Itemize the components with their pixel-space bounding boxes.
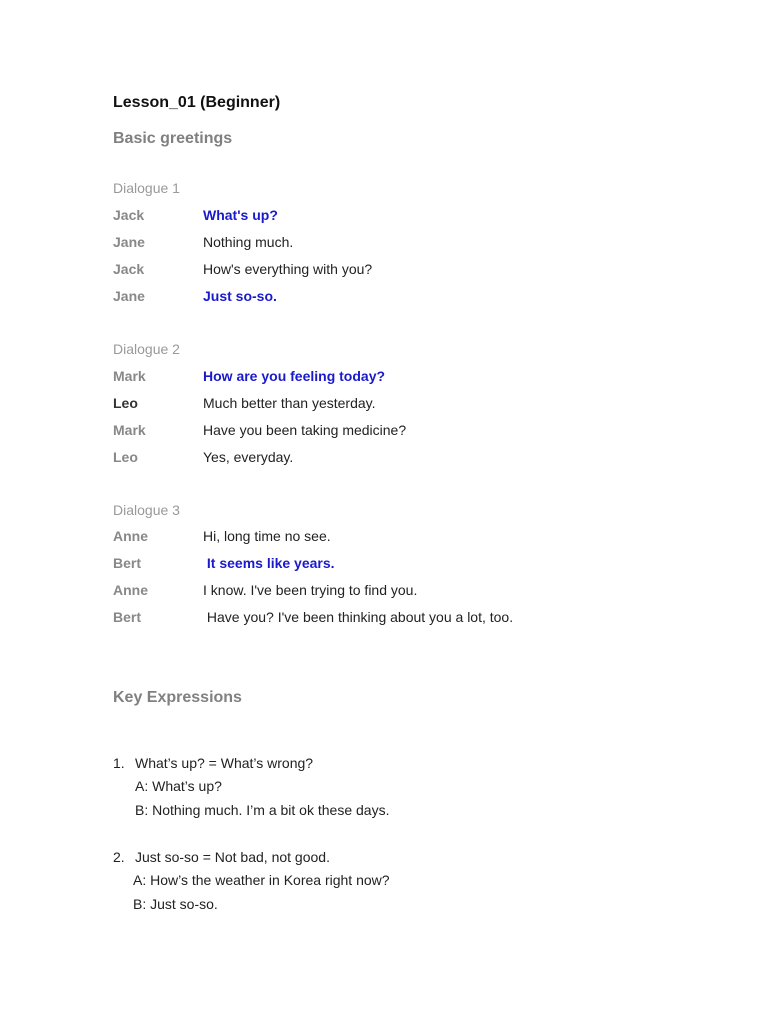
speaker-name: Jane [113,288,145,304]
dialogue-line [113,528,673,548]
speaker-name: Bert [113,555,142,571]
utterance: How's everything with you? [203,261,373,277]
speaker-name: Mark [113,422,146,438]
key-expressions-heading: Key Expressions [113,689,242,706]
utterance-highlight: What's up? [203,207,278,223]
expression-example: A: What’s up? [135,778,222,794]
speaker-name: Leo [113,449,138,465]
expression-text: What’s up? = What’s wrong? [135,755,314,771]
dialogue-label: Dialogue 1 [113,180,180,196]
dialogue-line [113,582,673,602]
expression-text: Just so-so = Not bad, not good. [135,849,330,865]
speaker-name: Jane [113,234,145,250]
utterance: Hi, long time no see. [203,528,331,544]
expression-number: 2. [113,849,125,865]
speaker-name: Jack [113,261,145,277]
dialogue-line [113,449,673,469]
dialogue-line [113,288,673,308]
utterance: I know. I've been trying to find you. [203,582,418,598]
dialogue-line [113,234,673,254]
speaker-name: Mark [113,368,146,384]
utterance-highlight: Just so-so. [203,288,277,304]
speaker-name: Anne [113,582,148,598]
utterance: Yes, everyday. [203,449,294,465]
utterance-highlight: It seems like years. [203,555,335,571]
utterance: Nothing much. [203,234,294,250]
dialogue-line [113,395,673,415]
speaker-name: Leo [113,395,138,411]
dialogue-line [113,555,673,575]
dialogue-line [113,609,673,629]
speaker-name: Bert [113,609,142,625]
speaker-name: Anne [113,528,148,544]
utterance: Have you been taking medicine? [203,422,407,438]
expression-example: A: How’s the weather in Korea right now? [133,872,390,888]
lesson-title: Lesson_01 (Beginner) [113,94,281,111]
dialogue-line [113,422,673,442]
dialogue-line [113,261,673,281]
utterance: Have you? I've been thinking about you a lot, too. [203,609,514,625]
topic-heading: Basic greetings [113,130,233,147]
speaker-name: Jack [113,207,145,223]
expression-example: B: Just so-so. [133,896,218,912]
utterance: Much better than yesterday. [203,395,376,411]
dialogue-line [113,368,673,388]
expression-example: B: Nothing much. I’m a bit ok these days. [135,802,390,818]
expression-number: 1. [113,755,125,771]
utterance-highlight: How are you feeling today? [203,368,386,384]
dialogue-line [113,207,673,227]
dialogue-label: Dialogue 2 [113,341,180,357]
dialogue-label: Dialogue 3 [113,502,180,518]
